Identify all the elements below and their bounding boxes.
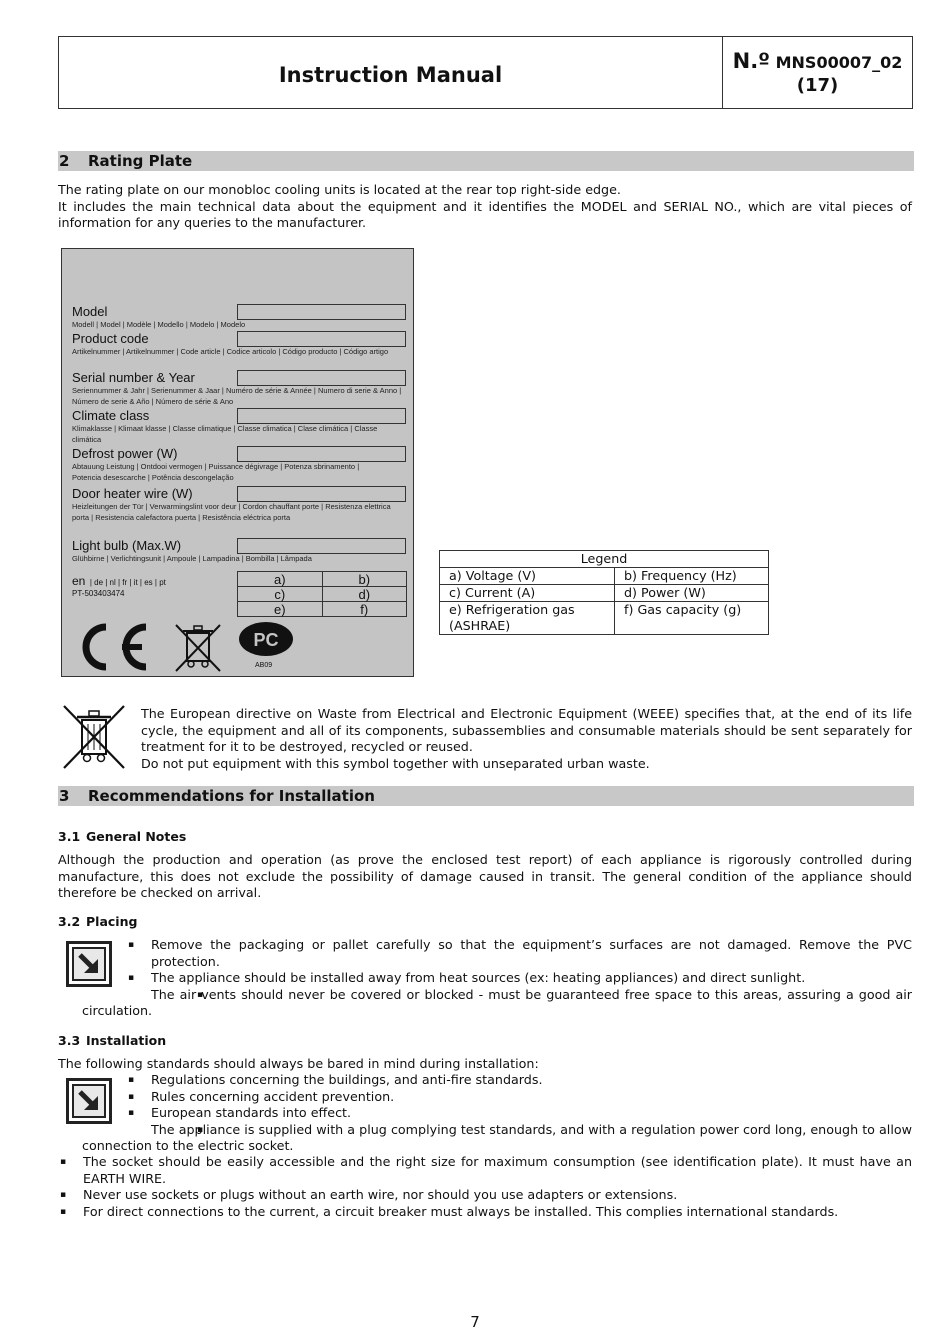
plate-field-climate: Climate class Klimaklasse | Klimaat klasse | Classe climatique | Classe climatica | Clase climática | Classe climática	[72, 408, 378, 444]
weee-text-1: The European directive on Waste from Electrical and Electronic Equipment (WEEE) specifies that, at the end of its life cycle, the equipment and all of its components, subassemblies and consumable materials should be sent separately for treatment for it to be destroyed, recycled or reused.	[141, 706, 912, 754]
document-number-block	[723, 37, 912, 108]
doc-page-ref: (17)	[796, 75, 839, 96]
placing-list	[58, 937, 912, 1020]
list-item: ▪ The appliance should be installed away from heat sources (ex: heating appliances) and direct sunlight.	[58, 970, 912, 987]
plate-code: PT-503403474	[72, 589, 125, 598]
weee-bin-icon	[168, 621, 228, 673]
plate-box-defrost	[237, 446, 406, 462]
plate-field-door-heater: Door heater wire (W) Heizleitungen der Tür | Verwarmingslint voor deur | Cordon chauffant porte | Resistenza elettrica porta | Resistencia calefactora puerta | Resistência eléctrica porta	[72, 486, 391, 522]
list-item: ▪ Remove the packaging or pallet carefully so that the equipment’s surfaces are not damaged. Remove the PVC protection.	[58, 937, 912, 970]
plate-box-serial	[237, 370, 406, 386]
plate-value-grid: a) b) c) d) e) f)	[237, 571, 407, 617]
subsection-3-3-heading: 3.3 Installation	[58, 1033, 167, 1048]
installation-intro: The following standards should always be bared in mind during installation:	[58, 1056, 539, 1071]
section-2-heading: 2 Rating Plate	[58, 151, 914, 171]
pct-mark-icon	[236, 619, 296, 663]
weee-notice	[141, 706, 912, 772]
list-item: ▪ The air vents should never be covered or blocked - must be guaranteed free space to this areas, assuring a good air circulation.	[58, 987, 912, 1020]
plate-languages: en | de | nl | fr | it | es | pt	[72, 574, 166, 588]
plate-field-model: Model Modell | Model | Modèle | Modello | Modelo | Modelo	[72, 304, 246, 329]
plate-field-product-code: Product code Artikelnummer | Artikelnummer | Code article | Codice articolo | Código producto | Código artigo	[72, 331, 389, 356]
list-item: ▪ Never use sockets or plugs without an earth wire, nor should you use adapters or extensions.	[58, 1187, 912, 1204]
list-item: ▪ Rules concerning accident prevention.	[58, 1089, 912, 1106]
plate-box-model	[237, 304, 406, 320]
document-title: Instruction Manual	[59, 37, 723, 108]
plate-field-light-bulb: Light bulb (Max.W) Glühbirne | Verlichtingsunit | Ampoule | Lampadina | Bombilla | Lâmpada	[72, 538, 312, 563]
list-item: ▪ The appliance is supplied with a plug complying test standards, and with a regulation power cord long, enough to allow connection to the electric socket.	[58, 1122, 912, 1155]
plate-field-defrost: Defrost power (W) Abtauung Leistung | Ontdooi vermogen | Puissance dégivrage | Potenza sbrinamento | Potencia desescarche | Potência descongelação	[72, 446, 360, 482]
list-item: ▪ Regulations concerning the buildings, and anti-fire standards.	[58, 1072, 912, 1089]
legend-cell: f) Gas capacity (g)	[615, 602, 769, 635]
legend-cell: c) Current (A)	[440, 585, 615, 602]
svg-text:PC: PC	[253, 630, 279, 650]
plate-mark-code: AB09	[255, 662, 273, 669]
legend-cell: b) Frequency (Hz)	[615, 568, 769, 585]
legend-table	[439, 550, 769, 635]
doc-prefix: N.º	[732, 49, 771, 73]
rating-plate-image	[61, 248, 414, 677]
weee-crossed-bin-icon	[60, 704, 128, 770]
subsection-3-1-text: Although the production and operation (as prove the enclosed test report) of each appliance is rigorously controlled during manufacture, this does not exclude the possibility of damage caused in transit. The general condition of the appliance should therefore be checked on arrival.	[58, 852, 912, 900]
legend-cell: d) Power (W)	[615, 585, 769, 602]
section-2-para-1: The rating plate on our monobloc cooling units is located at the rear top right-side edge.	[58, 182, 621, 197]
legend-title: Legend	[440, 551, 769, 568]
section-2-para-2: It includes the main technical data about the equipment and it identifies the MODEL and SERIAL NO., which are vital pieces of information for any queries to the manufacturer.	[58, 198, 912, 230]
page-number: 7	[470, 1313, 480, 1329]
subsection-3-1-heading: 3.1 General Notes	[58, 829, 187, 844]
legend-cell: a) Voltage (V)	[440, 568, 615, 585]
doc-number: MNS00007_02	[775, 53, 903, 72]
plate-box-product-code	[237, 331, 406, 347]
list-item: ▪ For direct connections to the current, a circuit breaker must always be installed. This complies international standards.	[58, 1204, 912, 1221]
list-item: ▪ The socket should be easily accessible and the right size for maximum consumption (see identification plate). It must have an EARTH WIRE.	[58, 1154, 912, 1187]
legend-cell: e) Refrigeration gas (ASHRAE)	[440, 602, 615, 635]
installation-list-2	[58, 1154, 912, 1220]
ce-mark-icon	[70, 621, 152, 673]
plate-box-door-heater	[237, 486, 406, 502]
plate-field-serial: Serial number & Year Seriennummer & Jahr | Serienummer & Jaar | Numéro de série & Année | Numero di serie & Anno | Número de serie & Año | Número de série & Ano	[72, 370, 402, 406]
weee-text-2: Do not put equipment with this symbol together with unseparated urban waste.	[141, 755, 650, 771]
plate-box-climate	[237, 408, 406, 424]
list-item: ▪ European standards into effect.	[58, 1105, 912, 1122]
section-2-text	[58, 182, 912, 232]
installation-list	[58, 1072, 912, 1155]
subsection-3-2-heading: 3.2 Placing	[58, 914, 138, 929]
document-header	[58, 36, 913, 109]
plate-box-light-bulb	[237, 538, 406, 554]
section-3-heading: 3 Recommendations for Installation	[58, 786, 914, 806]
